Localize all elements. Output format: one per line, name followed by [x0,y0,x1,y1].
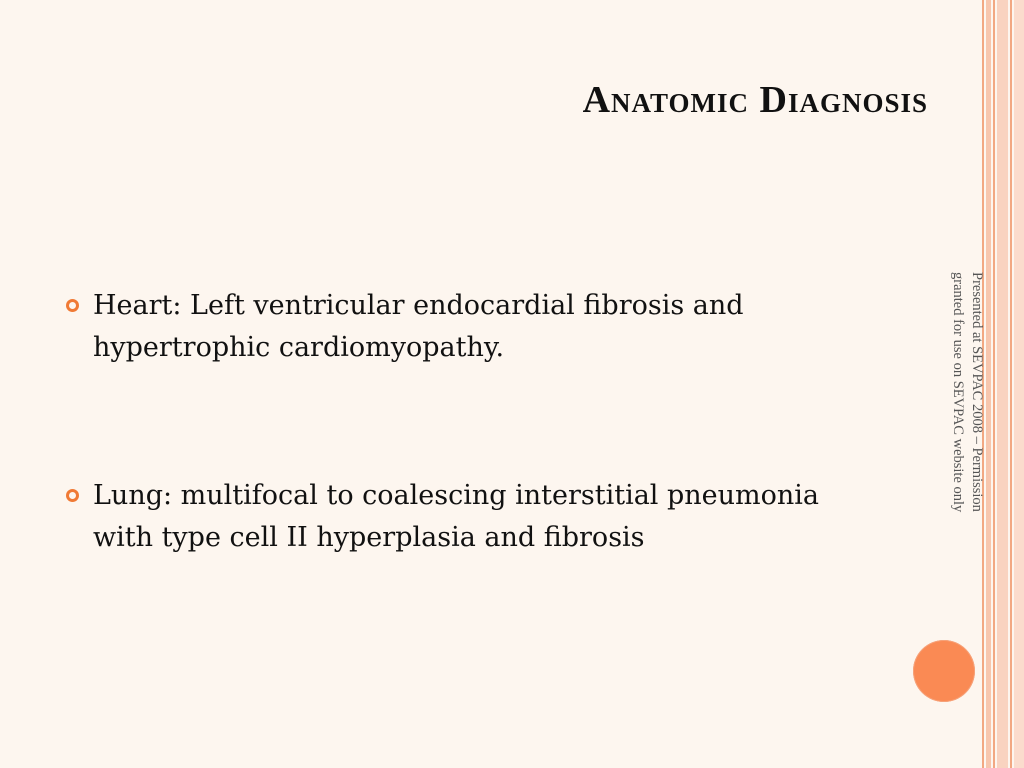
decorative-stripe [1010,0,1012,768]
permission-note-line: Presented at SEVPAC 2008 – Permission [969,272,985,512]
permission-note [938,272,986,592]
bullet-list [66,285,926,559]
bullet-item-heart [66,285,926,369]
bullet-text-line: Lung: multifocal to coalescing interstitial pneumonia [93,480,820,511]
decorative-stripe [997,0,1008,768]
decorative-stripe [993,0,995,768]
permission-note-line: granted for use on SEVPAC website only [950,272,966,513]
decorative-stripe [1014,0,1024,768]
slide-title: Anatomic Diagnosis [582,79,928,121]
bullet-ring-icon [66,489,79,502]
decorative-stripe [986,0,991,768]
bullet-text-line: Heart: Left ventricular endocardial fibrosis and [93,290,744,321]
bullet-ring-icon [66,299,79,312]
decorative-circle [913,640,975,702]
bullet-text-line: with type cell II hyperplasia and fibrosis [93,522,645,553]
bullet-item-lung [66,475,926,559]
bullet-text-line: hypertrophic cardiomyopathy. [93,332,505,363]
